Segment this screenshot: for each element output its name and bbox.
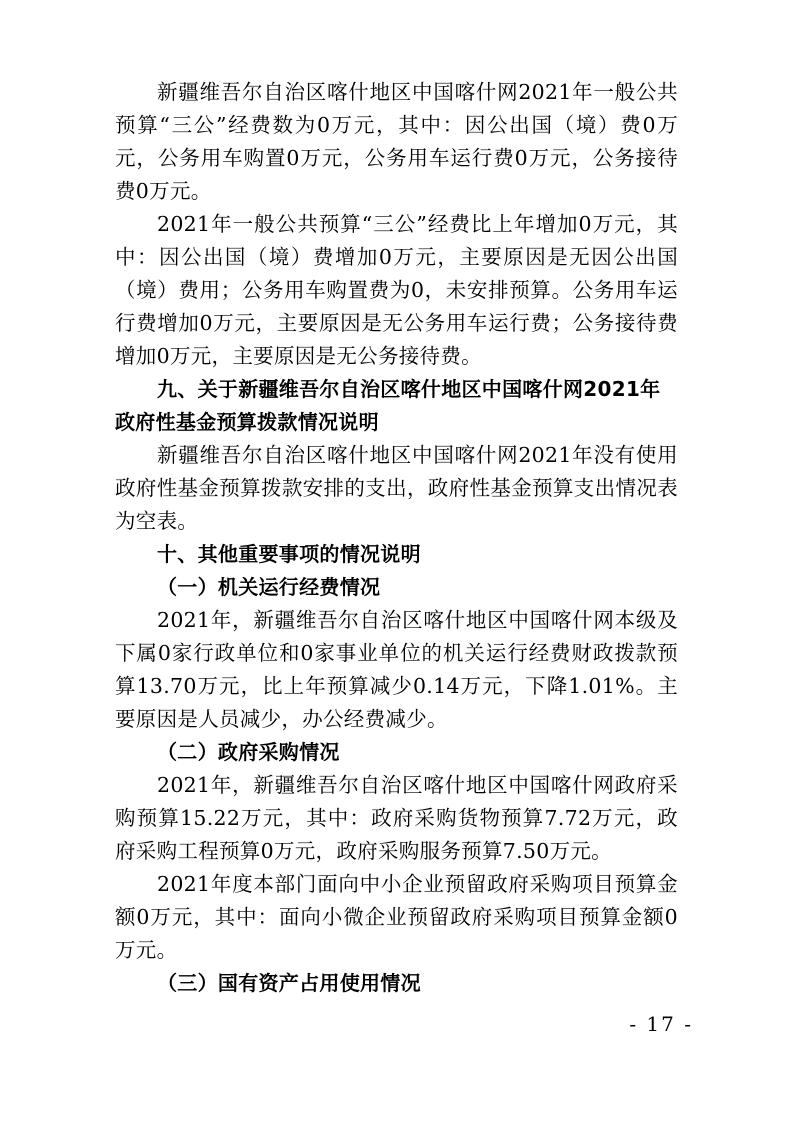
section-heading-9: 九、关于新疆维吾尔自治区喀什地区中国喀什网2021年政府性基金预算拨款情况说明 xyxy=(115,377,661,434)
subheading-government-procurement: （二）政府采购情况 xyxy=(157,740,340,764)
paragraph-government-fund: 新疆维吾尔自治区喀什地区中国喀什网2021年没有使用政府性基金预算拨款安排的支出，政府性基金预算支出情况表为空表。 xyxy=(115,443,678,533)
document-body xyxy=(115,76,678,1000)
page-number: - 17 - xyxy=(629,1012,693,1036)
paragraph-government-procurement: 2021年，新疆维吾尔自治区喀什地区中国喀什网政府采购预算15.22万元，其中：政府采购货物预算7.72万元，政府采购工程预算0万元，政府采购服务预算7.50万元。 xyxy=(115,773,678,863)
paragraph-sme-procurement: 2021年度本部门面向中小企业预留政府采购项目预算金额0万元，其中：面向小微企业预留政府采购项目预算金额0万元。 xyxy=(115,872,678,962)
paragraph-operating-expenses: 2021年，新疆维吾尔自治区喀什地区中国喀什网本级及下属0家行政单位和0家事业单位的机关运行经费财政拨款预算13.70万元，比上年预算减少0.14万元，下降1.01%。主要原因是人员减少，办公经费减少。 xyxy=(115,608,678,731)
paragraph-three-public-expenses-change: 2021年一般公共预算“三公”经费比上年增加0万元，其中：因公出国（境）费增加0万元，主要原因是无因公出国（境）费用；公务用车购置费为0，未安排预算。公务用车运行费增加0万元，主要原因是无公务用车运行费；公务接待费增加0万元，主要原因是无公务接待费。 xyxy=(115,212,678,368)
subheading-operating-expenses: （一）机关运行经费情况 xyxy=(157,575,381,599)
paragraph-three-public-expenses: 新疆维吾尔自治区喀什地区中国喀什网2021年一般公共预算“三公”经费数为0万元，其中：因公出国（境）费0万元，公务用车购置0万元，公务用车运行费0万元，公务接待费0万元。 xyxy=(115,80,678,203)
section-heading-10: 十、其他重要事项的情况说明 xyxy=(157,542,421,566)
subheading-state-assets: （三）国有资产占用使用情况 xyxy=(157,971,421,995)
